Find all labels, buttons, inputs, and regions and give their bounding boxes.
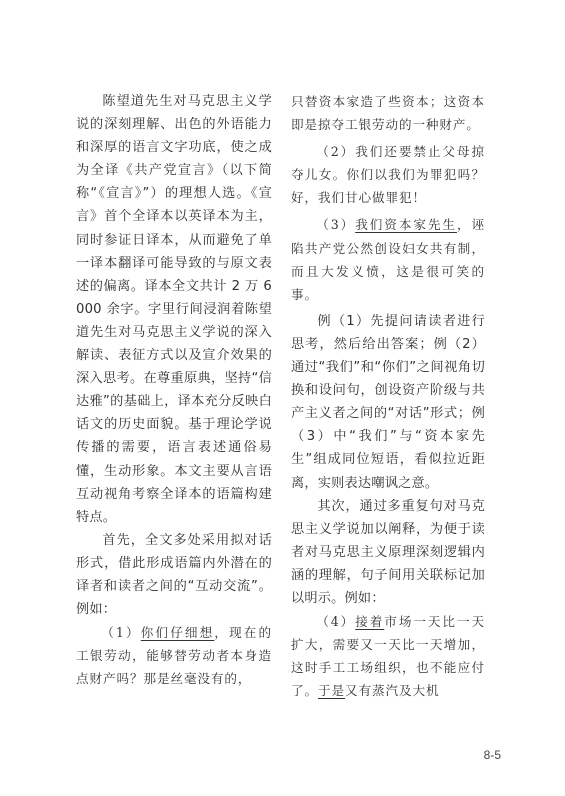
right-column: [291, 90, 485, 702]
underlined-phrase: 你们仔细想: [140, 625, 215, 641]
example-quote-1: [76, 621, 272, 690]
underlined-connective-1: 接着: [355, 614, 385, 630]
underlined-phrase: 我们资本家先生: [355, 217, 457, 233]
example-text: ，诬陷共产党公然创设妇女共有制，而且大发义愤，这是很可笑的事。: [291, 217, 485, 302]
example-number: （3）: [316, 217, 356, 233]
example-quote-3: [291, 213, 485, 305]
example-number: （1）: [101, 625, 141, 641]
example-quote-1-continued: 只替资本家造了些资本；这资本即是掠夺工银劳动的一种财产。: [291, 94, 485, 133]
body-paragraph-analysis: 例（1）先提问请读者进行思考，然后给出答案；例（2）通过“我们”和“你们”之间视角切换和设问句，创设资产阶级与共产主义者之间的“对话”形式；例（3）中“我们”与“资本家先生”组成同位短语，看似拉近距离，实则表达嘲讽之意。: [291, 313, 485, 491]
example-quote-4: [291, 610, 485, 702]
body-paragraph-intro: 陈望道先生对马克思主义学说的深刻理解、出色的外语能力和深厚的语言文字功底，使之成为全译《共产党宣言》（以下简称“《宣言》”）的理想人选。《宣言》首个全译本以英译本为主，同时参证日译本，从而避免了单一译本翻译可能导致的与原文表述的偏离。译本全文共计 2 万 6 000 余字。字里行间浸润着陈望道先生对马克思主义学说的深入解读、表征方式以及宣介效果的深入思考。在尊重原典，坚持“信达雅”的基础上，译本充分反映白话文的历史面貌。基于理论学说传播的需要，语言表述通俗易懂，生动形象。本文主要从言语互动视角考察全译本的语篇构建特点。: [76, 94, 272, 525]
example-text: ，现在的工银劳动，能够替劳动者本身造点财产吗？那是丝毫没有的，: [76, 625, 273, 687]
example-number: （4）: [316, 614, 356, 630]
example-quote-2: （2）我们还要禁止父母掠夺儿女。你们以我们为罪犯吗？好，我们甘心做罪犯！: [291, 144, 485, 206]
body-paragraph-dialogue: 首先，全文多处采用拟对话形式，借此形成语篇内外潜在的译者和读者之间的“互动交流”。例如：: [76, 532, 272, 618]
left-column: [76, 90, 272, 690]
page-number: 8-5: [483, 748, 501, 762]
body-paragraph-complex-sentences: 其次，通过多重复句对马克思主义学说加以阐释，为便于读者对马克思主义原理深刻逻辑内涵的理解，句子间用关联标记加以明示。例如：: [291, 498, 485, 606]
example-text: 市场一天比一天扩大，需要又一天比一天增加，这时手工工场组织，也不能应付了。: [291, 614, 485, 699]
example-text-end: 又有蒸汽及大机: [345, 683, 440, 699]
underlined-connective-2: 于是: [318, 683, 345, 699]
